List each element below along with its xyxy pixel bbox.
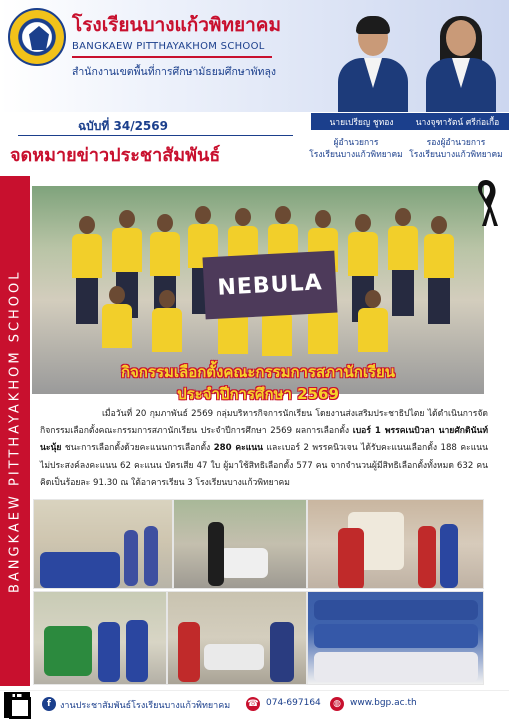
education-office: สำนักงานเขตพื้นที่การศึกษามัธยมศึกษาพัทลุง xyxy=(72,66,277,78)
article-body: เมื่อวันที่ 20 กุมภาพันธ์ 2569 กลุ่มบริหารกิจการนักเรียน โดยงานส่งเสริมประชาธิปไตย ได้ดำเนินการจัดกิจกรรมเลือกตั้งคณะกรรมการสภานักเรียน ประจำปีการศึกษา 2569 ผลการเลือกตั้ง เบอร์ 1 พรรคเนบิวลา นายศักดินันท์ นะนุ้ย ชนะการเลือกตั้งด้วยคะแนนการเลือกตั้ง 280 คะแนน และเบอร์ 2 พรรคนิวเจน ได้รับคะแนนเลือกตั้ง 188 คะแนน ไม่ประสงค์ลงคะแนน 62 คะแนน บัตรเสีย 47 ใบ ผู้มาใช้สิทธิเลือกตั้ง 577 คน จากจำนวนผู้มีสิทธิเลือกตั้งทั้งหมด 632 คน คิดเป็นร้อยละ 91.30 ณ ใต้อาคารเรียน 3 โรงเรียนบางแก้วพิทยาคม xyxy=(40,409,488,488)
globe-icon: ◍ xyxy=(330,697,344,711)
footer-phone[interactable]: 074-697164 xyxy=(266,698,321,708)
footer-facebook[interactable]: งานประชาสัมพันธ์โรงเรียนบางแก้วพิทยาคม xyxy=(60,701,231,711)
deputy-director-photo xyxy=(422,14,500,112)
photo-registration-table xyxy=(33,499,173,589)
school-name-english: BANGKAEW PITTHAYAKHOM SCHOOL xyxy=(72,41,265,52)
photo-caption-line1: กิจกรรมเลือกตั้งคณะกรรมการสภานักเรียน xyxy=(120,363,396,381)
winner-score: 280 คะแนน xyxy=(213,443,264,454)
photo-caption-line2: ประจำปีการศึกษา 2569 xyxy=(177,385,339,403)
party-banner: NEBULA xyxy=(202,251,337,320)
photo-voting-station xyxy=(33,591,167,685)
director-photo xyxy=(334,14,412,112)
deputy-director-name: นางจุฑารัตน์ ศรีก่อเกื้อ xyxy=(415,118,500,128)
newsletter-title: จดหมายข่าวประชาสัมพันธ์ xyxy=(10,145,221,166)
issue-number: ฉบับที่ 34/2569 xyxy=(78,119,168,133)
photo-ballot-box xyxy=(173,499,307,589)
facebook-icon: f xyxy=(42,697,56,711)
photo-student-assembly xyxy=(307,591,484,685)
photo-voting-booth xyxy=(307,499,484,589)
black-ribbon-icon xyxy=(474,178,498,228)
issue-divider xyxy=(18,135,293,136)
qr-code-icon[interactable] xyxy=(4,692,30,718)
sidebar-school-name: BANGKAEW PITTHAYAKHOM SCHOOL xyxy=(7,269,23,593)
photo-vote-counting xyxy=(167,591,307,685)
school-logo-icon xyxy=(8,8,66,66)
footer-website[interactable]: www.bgp.ac.th xyxy=(350,698,417,708)
header xyxy=(0,0,509,112)
director-name: นายเปรียญ ชูทอง xyxy=(329,118,394,128)
winner-name: เบอร์ 1 พรรคเนบิวลา นายศักดินันท์ นะนุ้ย xyxy=(40,426,488,454)
director-role: ผู้อำนวยการ โรงเรียนบางแก้วพิทยาคม xyxy=(309,138,403,160)
school-name-thai: โรงเรียนบางแก้วพิทยาคม xyxy=(72,14,282,36)
header-divider xyxy=(72,56,272,58)
phone-icon: ☎ xyxy=(247,699,259,709)
deputy-director-role: รองผู้อำนวยการ โรงเรียนบางแก้วพิทยาคม xyxy=(409,138,503,160)
